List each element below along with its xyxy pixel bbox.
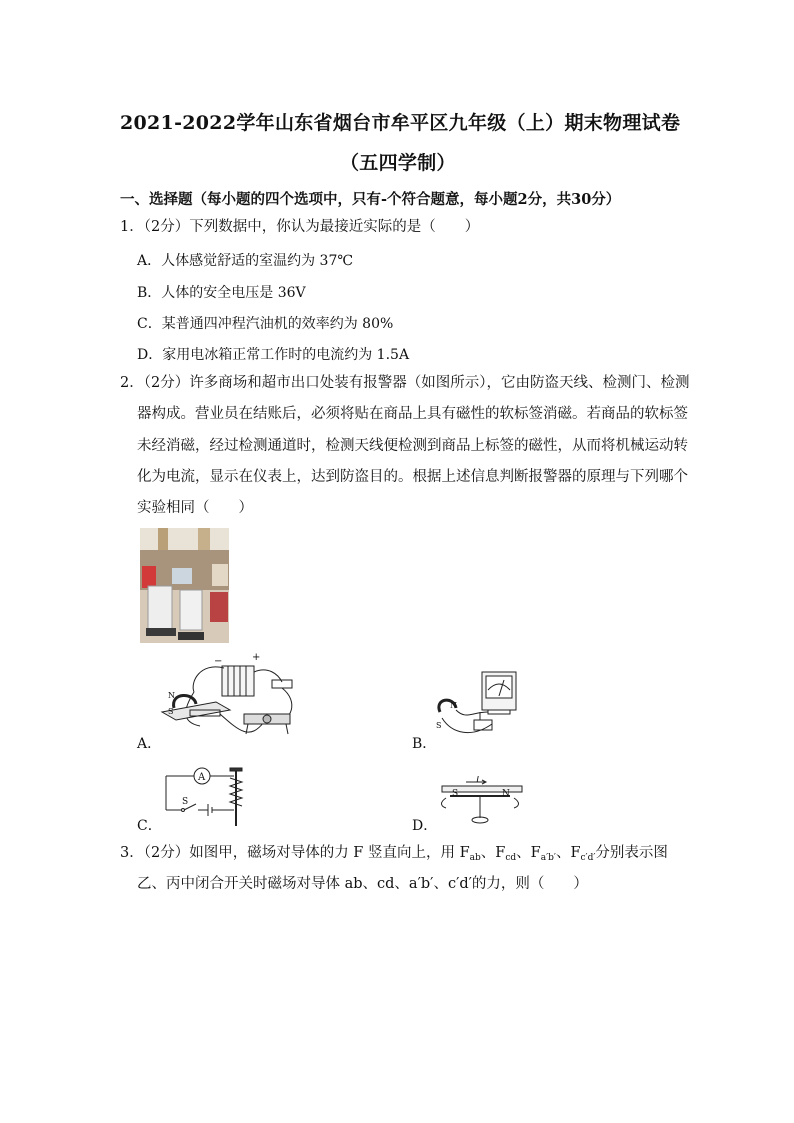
figure-c-ammeter-label: A [198, 772, 206, 783]
force-a-prime-b-prime-subscript: a′b′ [540, 853, 556, 863]
question-1-option-c: C．某普通四冲程汽油机的效率约为 80% [137, 316, 394, 332]
section-heading: 一、选择题（每小题的四个选项中，只有-个符合题意，每小题2分，共30分） [120, 191, 621, 208]
force-ab-subscript: ab [469, 853, 481, 863]
figure-a-plus-label: + [252, 652, 261, 663]
question-3-text-start: 3．（2分）如图甲，磁场对导体的力 F 竖直向上，用 F [120, 845, 470, 861]
figure-d-s-label: S [452, 789, 459, 799]
figure-a-minus-label: − [214, 656, 223, 667]
figure-a-label: A． [137, 736, 162, 752]
store-alarm-photo [140, 528, 229, 643]
question-1-option-a: A．人体感觉舒适的室温约为 37℃ [137, 253, 354, 269]
question-2-line-1: 2．（2分）许多商场和超市出口处装有报警器（如图所示），它由防盗天线、检测门、检测 [120, 375, 690, 391]
paper-subtitle: （五四学制） [340, 152, 456, 174]
figure-d-oersted [436, 776, 526, 828]
figure-d-n-label: N [502, 789, 510, 799]
figure-a-n-label: N [168, 691, 175, 700]
paper-title: 2021-2022学年山东省烟台市牟平区九年级（上）期末物理试卷 [120, 112, 681, 134]
question-2-line-4: 化为电流，显示在仪表上，达到防盗目的。根据上述信息判断报警器的原理与下列哪个 [137, 469, 688, 485]
question-3-line-1 [120, 845, 668, 866]
figure-b-n-label: N [450, 701, 457, 710]
question-2-line-5: 实验相同（ ） [137, 500, 253, 516]
question-3-sep-2: 、F [516, 845, 541, 861]
question-3-line-2: 乙、丙中闭合开关时磁场对导体 ab、cd、a′b′、c′d′的力，则（ ） [137, 876, 588, 892]
question-1-option-d: D．家用电冰箱正常工作时的电流约为 1.5A [137, 347, 410, 363]
force-cd-subscript: cd [505, 853, 517, 863]
question-3-text-end: 分别表示图 [595, 845, 668, 861]
question-2-line-3: 未经消磁，经过检测通道时，检测天线便检测到商品上标签的磁性，从而将机械运动转 [137, 438, 688, 454]
question-3-sep-1: 、F [480, 845, 506, 861]
figure-d-current-label: I [476, 776, 480, 785]
question-3-sep-3: 、F [555, 845, 581, 861]
question-1-option-b: B．人体的安全电压是 36V [137, 285, 306, 301]
figure-b-galvanometer [432, 668, 522, 744]
question-1-stem: 1．（2分）下列数据中，你认为最接近实际的是（ ） [120, 219, 480, 235]
force-c-prime-d-prime-subscript: c′d′ [580, 853, 596, 863]
figure-c-label: C． [137, 818, 162, 834]
figure-b-s-label: S [436, 721, 442, 730]
figure-b-label: B． [412, 736, 437, 752]
figure-c-coil-circuit [162, 764, 252, 830]
question-2-line-2: 器构成。营业员在结账后，必须将贴在商品上具有磁性的软标签消磁。若商品的软标签 [137, 406, 688, 422]
figure-a-s-label: S [168, 707, 174, 716]
figure-d-label: D． [412, 818, 438, 834]
figure-c-switch-label: S [182, 797, 189, 807]
figure-a-circuit [160, 652, 310, 744]
